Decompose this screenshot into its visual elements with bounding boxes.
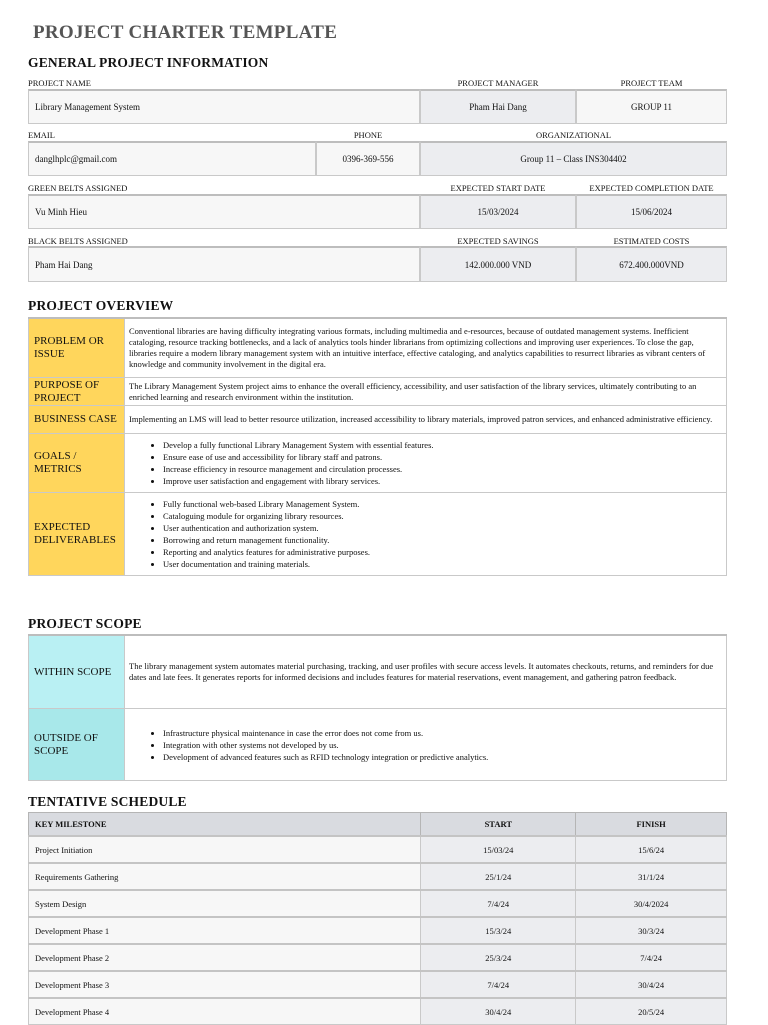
black-belts-field[interactable]: Pham Hai Dang <box>28 246 420 282</box>
email-field[interactable]: danglhplc@gmail.com <box>28 141 316 176</box>
green-belts-field[interactable]: Vu Minh Hieu <box>28 194 420 229</box>
within-scope-label: WITHIN SCOPE <box>29 636 125 708</box>
list-item: • Infrastructure physical maintenance in case the error does not come from us. <box>163 727 720 739</box>
phone-field[interactable]: 0396-369-556 <box>316 141 420 176</box>
purpose-label: PURPOSE OF PROJECT <box>29 378 125 405</box>
list-item: • Cataloguing module for organizing library resources. <box>163 510 720 522</box>
scope-table <box>28 634 727 781</box>
table-row <box>29 890 727 917</box>
finish-cell[interactable]: 30/4/2024 <box>576 890 727 917</box>
project-team-label: PROJECT TEAM <box>620 78 683 88</box>
start-cell[interactable]: 7/4/24 <box>421 971 576 998</box>
finish-cell[interactable]: 7/4/24 <box>576 944 727 971</box>
finish-header: FINISH <box>576 813 727 837</box>
outside-scope-list <box>129 727 720 763</box>
milestone-cell[interactable]: Requirements Gathering <box>29 863 421 890</box>
start-cell[interactable]: 15/3/24 <box>421 917 576 944</box>
start-cell[interactable]: 25/1/24 <box>421 863 576 890</box>
start-date-label: EXPECTED START DATE <box>450 183 546 193</box>
organizational-label: ORGANIZATIONAL <box>535 130 612 140</box>
schedule-table <box>28 812 727 1025</box>
within-scope-text: The library management system automates material purchasing, tracking, and user profiles with secure access levels. It automates checkouts, returns, and reminders for due dates and late fees. It generates reports for informed decisions and includes features for material reservations, event management, and gathering patron feedback. <box>129 661 714 682</box>
list-item: • Reporting and analytics features for administrative purposes. <box>163 546 720 558</box>
outside-scope-list-container <box>125 709 726 780</box>
start-header: START <box>421 813 576 837</box>
costs-field[interactable]: 672.400.000VND <box>576 246 727 282</box>
goals-label: GOALS / METRICS <box>29 434 125 492</box>
table-row <box>29 836 727 863</box>
scope-title: PROJECT SCOPE <box>28 616 142 631</box>
business-case-label: BUSINESS CASE <box>29 406 125 433</box>
finish-cell[interactable]: 15/6/24 <box>576 836 727 863</box>
table-row <box>29 863 727 890</box>
list-item: • Development of advanced features such as RFID technology integration or predictive analytics. <box>163 751 720 763</box>
overview-title: PROJECT OVERVIEW <box>28 298 174 313</box>
overview-table <box>28 317 727 576</box>
project-team-field[interactable]: GROUP 11 <box>576 89 727 124</box>
deliverables-list-container <box>125 493 726 575</box>
list-item: • Borrowing and return management functionality. <box>163 534 720 546</box>
organizational-field[interactable]: Group 11 – Class INS304402 <box>420 141 727 176</box>
deliverables-list <box>129 498 720 570</box>
milestone-cell[interactable]: System Design <box>29 890 421 917</box>
project-manager-field[interactable]: Pham Hai Dang <box>420 89 576 124</box>
deliverables-row <box>28 493 727 576</box>
completion-date-field[interactable]: 15/06/2024 <box>576 194 727 229</box>
start-cell[interactable]: 25/3/24 <box>421 944 576 971</box>
milestone-cell[interactable]: Development Phase 4 <box>29 998 421 1025</box>
start-cell[interactable]: 30/4/24 <box>421 998 576 1025</box>
list-item: • Develop a fully functional Library Management System with essential features. <box>163 439 720 451</box>
start-date-field[interactable]: 15/03/2024 <box>420 194 576 229</box>
savings-field[interactable]: 142.000.000 VND <box>420 246 576 282</box>
deliverables-label: EXPECTED DELIVERABLES <box>29 493 125 575</box>
milestone-cell[interactable]: Development Phase 2 <box>29 944 421 971</box>
finish-cell[interactable]: 20/5/24 <box>576 998 727 1025</box>
list-item: • User authentication and authorization system. <box>163 522 720 534</box>
table-row <box>29 944 727 971</box>
outside-scope-label: OUTSIDE OF SCOPE <box>29 709 125 780</box>
finish-cell[interactable]: 30/3/24 <box>576 917 727 944</box>
savings-label: EXPECTED SAVINGS <box>457 236 539 246</box>
milestone-header: KEY MILESTONE <box>29 813 421 837</box>
problem-row <box>28 319 727 378</box>
goals-row <box>28 434 727 493</box>
list-item: • User documentation and training materials. <box>163 558 720 570</box>
goals-list-container <box>125 434 726 492</box>
costs-label: ESTIMATED COSTS <box>613 236 690 246</box>
list-item: • Fully functional web-based Library Management System. <box>163 498 720 510</box>
business-case-text: Implementing an LMS will lead to better resource utilization, increased accessibility to library materials, improved patron services, and enhanced administrative efficiency. <box>129 414 713 424</box>
document-title: PROJECT CHARTER TEMPLATE <box>33 22 338 43</box>
purpose-text: The Library Management System project aims to enhance the overall efficiency, accessibility, and user satisfaction of the library services, ultimately contributing to an enriched learning and research environment within the institution. <box>129 380 697 402</box>
problem-text: Conventional libraries are having difficulty integrating various formats, including multimedia and e-resources, because of outdated management systems. Inefficient cataloging, resource tracking bottlenecks, and a lack of analytics tools hinder librarians from optimizing collections and improving user experiences. To close the gap, libraries require a modern library management system with an intuitive interface, effective cataloging, and analytics capabilities to resurrect libraries as vibrant centers of knowledge and community involvement in the digital era. <box>129 326 706 369</box>
email-label: EMAIL <box>28 130 55 140</box>
list-item: • Increase efficiency in resource management and circulation processes. <box>163 463 720 475</box>
table-row <box>29 971 727 998</box>
purpose-row <box>28 378 727 406</box>
phone-label: PHONE <box>353 130 383 140</box>
black-belts-label: BLACK BELTS ASSIGNED <box>28 236 128 246</box>
within-scope-row <box>28 636 727 709</box>
green-belts-label: GREEN BELTS ASSIGNED <box>28 183 128 193</box>
list-item: • Ensure ease of use and accessibility for library staff and patrons. <box>163 451 720 463</box>
milestone-cell[interactable]: Development Phase 1 <box>29 917 421 944</box>
schedule-header-row <box>29 813 727 837</box>
outside-scope-row <box>28 709 727 781</box>
list-item: • Improve user satisfaction and engagement with library services. <box>163 475 720 487</box>
completion-date-label: EXPECTED COMPLETION DATE <box>589 183 714 193</box>
finish-cell[interactable]: 31/1/24 <box>576 863 727 890</box>
project-manager-label: PROJECT MANAGER <box>457 78 539 88</box>
goals-list <box>129 439 720 487</box>
business-case-row <box>28 406 727 434</box>
schedule-title: TENTATIVE SCHEDULE <box>28 794 187 809</box>
problem-label: PROBLEM OR ISSUE <box>29 319 125 377</box>
list-item: • Integration with other systems not developed by us. <box>163 739 720 751</box>
table-row <box>29 998 727 1025</box>
finish-cell[interactable]: 30/4/24 <box>576 971 727 998</box>
project-name-label: PROJECT NAME <box>28 78 91 88</box>
milestone-cell[interactable]: Development Phase 3 <box>29 971 421 998</box>
general-info-title: GENERAL PROJECT INFORMATION <box>28 55 269 70</box>
table-row <box>29 917 727 944</box>
start-cell[interactable]: 15/03/24 <box>421 836 576 863</box>
milestone-cell[interactable]: Project Initiation <box>29 836 421 863</box>
project-name-field[interactable]: Library Management System <box>28 89 420 124</box>
start-cell[interactable]: 7/4/24 <box>421 890 576 917</box>
